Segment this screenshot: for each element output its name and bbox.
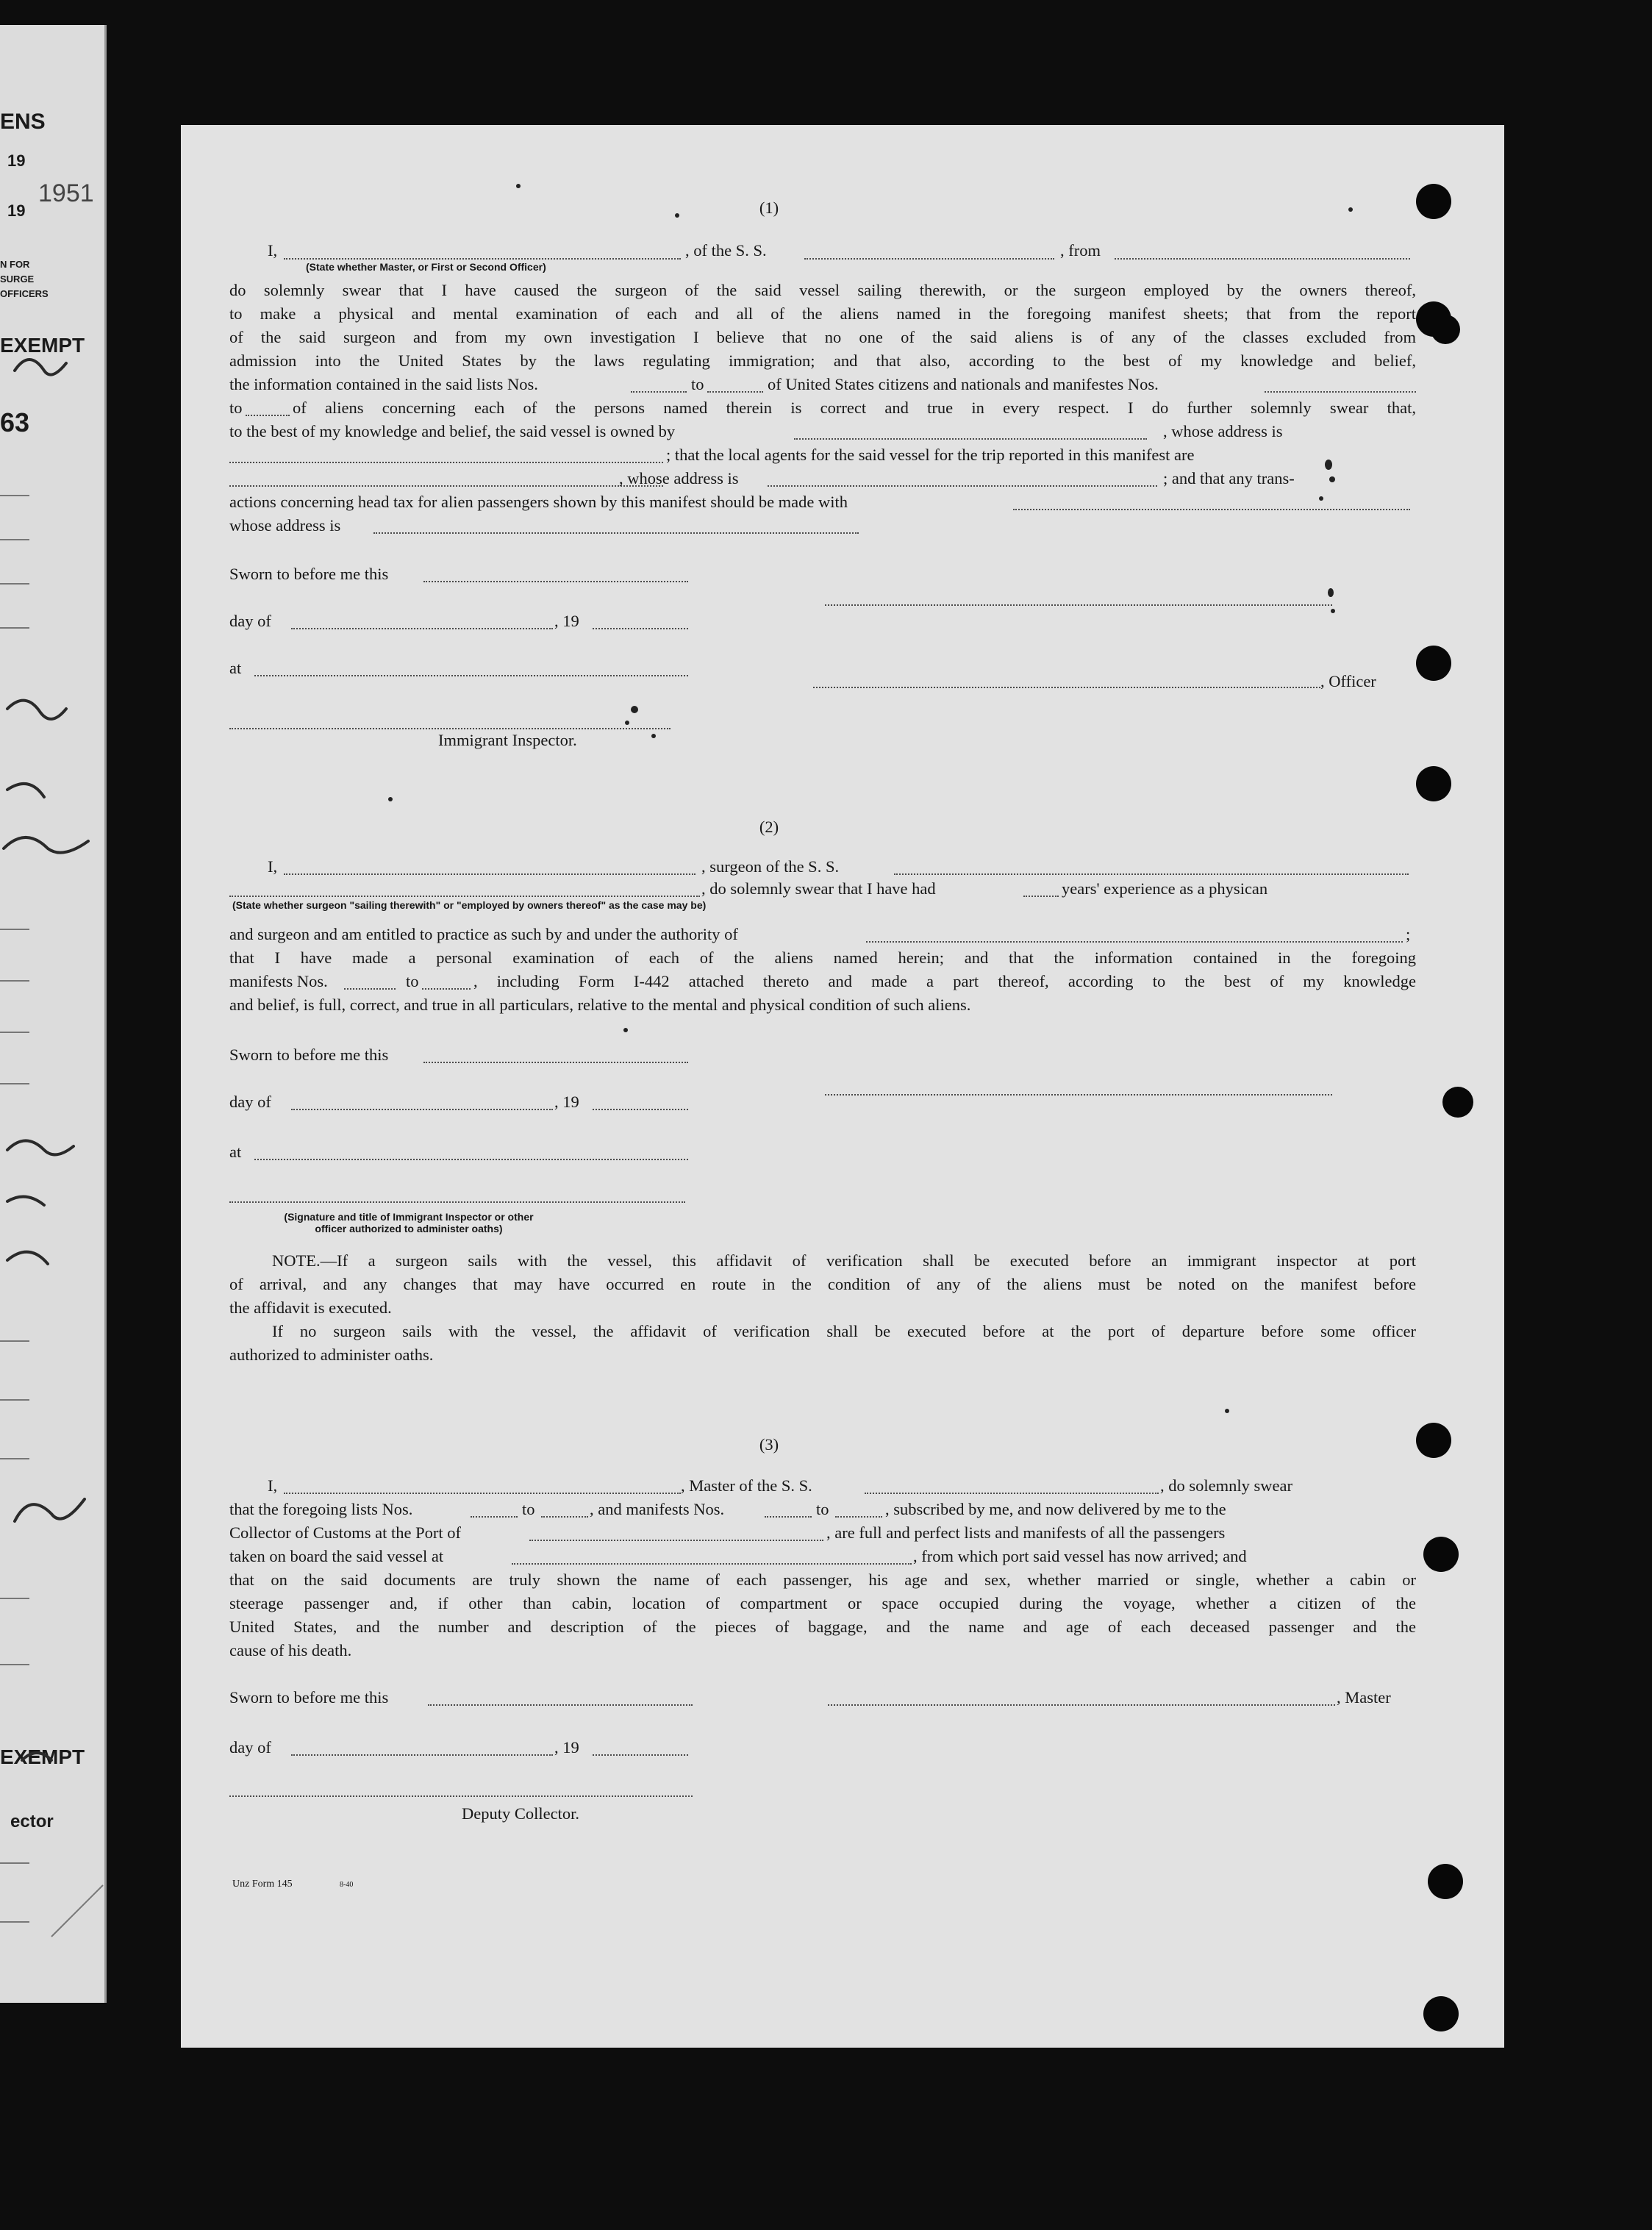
section-1-number: (1)	[759, 199, 779, 217]
s2-year: , 19	[554, 1093, 579, 1111]
s1-manifests-from-field[interactable]	[1265, 391, 1416, 393]
s1-officer-sign-field[interactable]	[813, 687, 1320, 688]
strip-year-1: 19	[7, 151, 26, 170]
s3-day-of: day of	[229, 1738, 271, 1757]
s3-year-field[interactable]	[593, 1754, 688, 1756]
s1-line-8: ; that the local agents for the said vessel for the trip reported in this manifest are	[666, 446, 1195, 464]
s2-at: at	[229, 1143, 242, 1161]
s1-line-6b: of aliens concerning each of the persons named therein is correct and true in every respect. I do further solemnly swear that,	[293, 399, 1416, 417]
s1-line-7a: to the best of my knowledge and belief, the said vessel is owned by	[229, 422, 676, 440]
s1-line-1: do solemnly swear that I have caused the surgeon of the said vessel sailing therewith, or the surgeon employed by the owners thereof,	[229, 281, 1416, 299]
s2-surgeon-name-field[interactable]	[284, 873, 696, 875]
s3-line-1e: , subscribed by me, and now delivered by me to the	[885, 1500, 1226, 1518]
s3-sworn: Sworn to before me this	[229, 1688, 389, 1707]
s1-line-7b: , whose address is	[1163, 422, 1283, 440]
s3-swear: , do solemnly swear	[1160, 1476, 1292, 1495]
ink-speck	[675, 213, 679, 218]
s3-port-field[interactable]	[529, 1540, 823, 1541]
s1-agents-field[interactable]	[229, 485, 663, 487]
section-2-number: (2)	[759, 818, 779, 836]
s3-manifests-from-field[interactable]	[765, 1516, 812, 1518]
binder-hole	[1423, 1537, 1459, 1572]
s1-year: , 19	[554, 612, 579, 630]
strip-year-stamp: 1951	[38, 179, 94, 207]
s1-lists-from-field[interactable]	[631, 391, 687, 393]
s2-signature-field[interactable]	[825, 1094, 1332, 1096]
ink-speck	[1319, 496, 1323, 501]
s3-deputy: Deputy Collector.	[462, 1804, 579, 1823]
s3-line-1a: that the foregoing lists Nos.	[229, 1500, 413, 1518]
s2-day-of: day of	[229, 1093, 271, 1111]
note-line-4: If no surgeon sails with the vessel, the affidavit of verification shall be executed before at the port of departure before some officer	[272, 1322, 1416, 1340]
binder-hole	[1416, 646, 1451, 681]
ink-speck	[1348, 207, 1353, 212]
note-line-5: authorized to administer oaths.	[229, 1345, 434, 1364]
s1-manifests-to-field[interactable]	[246, 415, 290, 416]
s2-surgeon-note: (State whether surgeon "sailing therewith" or "employed by owners thereof" as the case may be)	[232, 899, 707, 911]
s3-deputy-sign-field[interactable]	[229, 1795, 693, 1797]
s3-line-3b: , from which port said vessel has now arrived; and	[913, 1547, 1247, 1565]
s1-line-11: whose address is	[229, 516, 341, 535]
s1-line-10: actions concerning head tax for alien passengers shown by this manifest should be made with	[229, 493, 848, 511]
ink-speck	[651, 734, 656, 738]
s1-line-2: to make a physical and mental examination of each and all of the aliens named in the foregoing manifest sheets; that from the report	[229, 304, 1416, 323]
s1-owner-field[interactable]	[794, 438, 1147, 440]
s3-day-field[interactable]	[291, 1754, 553, 1756]
manifest-form-page	[181, 125, 1504, 2048]
strip-number: 63	[0, 407, 30, 437]
binder-hole	[1428, 1864, 1463, 1899]
s1-head-tax-address-field[interactable]	[373, 532, 859, 534]
ink-speck	[1329, 476, 1335, 482]
ink-speck	[1331, 609, 1335, 613]
s1-of-ss: , of the S. S.	[685, 241, 767, 260]
s3-line-6: United States, and the number and description of the pieces of baggage, and the name and age of each deceased passenger and the	[229, 1618, 1416, 1636]
form-date: 8-40	[340, 1881, 354, 1889]
s3-line-5: steerage passenger and, if other than cabin, location of compartment or space occupied during the voyage, whether a citizen of the	[229, 1594, 1416, 1612]
ink-speck	[388, 797, 393, 801]
s2-line-4: and belief, is full, correct, and true in all particulars, relative to the mental and physical condition of such aliens.	[229, 996, 971, 1014]
strip-year-2: 19	[7, 201, 26, 220]
s1-at: at	[229, 659, 242, 677]
s2-line-2: that I have made a personal examination of each of the aliens named herein; and that the information contained in the foregoing	[229, 948, 1416, 967]
s3-sworn-field[interactable]	[428, 1704, 693, 1706]
note-line-3: the affidavit is executed.	[229, 1298, 392, 1317]
s3-line-1b: to	[522, 1500, 535, 1518]
strip-exempt-2: EXEMPT	[0, 1745, 85, 1768]
s1-inspector-sign-field[interactable]	[229, 728, 671, 729]
ink-speck	[1225, 1409, 1229, 1413]
strip-word-bottom: ector	[10, 1812, 54, 1831]
s3-line-1d: to	[816, 1500, 829, 1518]
s1-vessel-name-field[interactable]	[804, 258, 1054, 260]
s2-sig-note-2: officer authorized to administer oaths)	[315, 1223, 503, 1234]
s1-officer-note: (State whether Master, or First or Second Officer)	[306, 261, 546, 273]
form-number: Unz Form 145	[232, 1879, 293, 1890]
s1-from: , from	[1060, 241, 1101, 260]
s3-vessel-field[interactable]	[865, 1493, 1159, 1494]
s3-line-2b: , are full and perfect lists and manifests of all the passengers	[826, 1523, 1226, 1542]
s3-master-of: , Master of the S. S.	[681, 1476, 812, 1495]
ink-speck	[631, 706, 638, 713]
ink-speck	[1325, 460, 1332, 470]
s3-i-label: I,	[268, 1476, 278, 1495]
s1-line-5c: of United States citizens and nationals and manifestes Nos.	[768, 375, 1159, 393]
adjacent-page-strip	[0, 25, 107, 2003]
ink-speck	[516, 184, 521, 188]
s3-line-4: that on the said documents are truly shown the name of each passenger, his age and sex, whether married or single, whether a cabin or	[229, 1570, 1416, 1589]
s2-swear-b: years' experience as a physican	[1062, 879, 1268, 898]
ink-speck	[623, 1028, 628, 1032]
binder-hole	[1423, 1996, 1459, 2031]
s1-year-field[interactable]	[593, 628, 688, 629]
s2-surgeon-status-field[interactable]	[229, 896, 700, 897]
s1-line-4: admission into the United States by the laws regulating immigration; and that also, according to the best of my knowledge and belief,	[229, 351, 1416, 370]
s3-master-name-field[interactable]	[284, 1493, 681, 1494]
s1-day-of: day of	[229, 612, 271, 630]
s1-line-6a: to	[229, 399, 243, 417]
s2-line-3c: , including Form I-442 attached thereto and made a part thereof, according to the best of my knowledge	[473, 972, 1416, 990]
s3-line-1c: , and manifests Nos.	[590, 1500, 725, 1518]
section-3-number: (3)	[759, 1435, 779, 1454]
binder-hole	[1442, 1087, 1473, 1118]
s2-semicolon: ;	[1406, 925, 1411, 943]
s1-officer: , Officer	[1320, 672, 1376, 690]
note-line-1: NOTE.—If a surgeon sails with the vessel, this affidavit of verification shall be executed before an immigrant inspector at port	[272, 1251, 1416, 1270]
s2-sig-note-1: (Signature and title of Immigrant Inspector or other	[284, 1211, 534, 1223]
s2-i-label: I,	[268, 857, 278, 876]
binder-hole	[1416, 766, 1451, 801]
s1-officer-name-field[interactable]	[284, 258, 681, 260]
s3-line-7: cause of his death.	[229, 1641, 352, 1659]
s1-inspector: Immigrant Inspector.	[438, 731, 577, 749]
s1-line-9a: , whose address is	[619, 469, 739, 487]
s1-signature-field[interactable]	[825, 604, 1332, 606]
strip-note-3: OFFICERS	[0, 288, 49, 299]
ink-speck	[1328, 588, 1334, 597]
binder-hole	[1431, 315, 1460, 344]
strip-note-2: SURGE	[0, 274, 35, 285]
s2-sworn: Sworn to before me this	[229, 1046, 389, 1064]
s3-lists-from-field[interactable]	[471, 1516, 518, 1518]
s1-i-label: I,	[268, 241, 278, 260]
s3-master: , Master	[1337, 1688, 1391, 1707]
s3-boarding-port-field[interactable]	[512, 1563, 912, 1565]
s3-line-2a: Collector of Customs at the Port of	[229, 1523, 461, 1542]
s2-manifests-from-field[interactable]	[344, 988, 396, 990]
strip-note-1: N FOR	[0, 259, 30, 270]
s3-line-3a: taken on board the said vessel at	[229, 1547, 444, 1565]
s2-years-field[interactable]	[1023, 896, 1059, 897]
s1-agents-address-field[interactable]	[768, 485, 1157, 487]
s1-sworn: Sworn to before me this	[229, 565, 389, 583]
s1-line-5b: to	[691, 375, 704, 393]
s1-line-3: of the said surgeon and from my own investigation I believe that no one of the said aliens is of any of the classes excluded from	[229, 328, 1416, 346]
s2-authority-field[interactable]	[866, 941, 1403, 943]
s1-owner-address-field[interactable]	[229, 462, 663, 463]
s1-lists-to-field[interactable]	[707, 391, 763, 393]
s1-head-tax-field[interactable]	[1013, 509, 1410, 510]
s2-day-field[interactable]	[291, 1109, 553, 1110]
s2-inspector-sign-field[interactable]	[229, 1201, 685, 1203]
s2-year-field[interactable]	[593, 1109, 688, 1110]
binder-hole	[1416, 1423, 1451, 1458]
s2-line-3a: manifests Nos.	[229, 972, 328, 990]
s1-line-9b: ; and that any trans-	[1163, 469, 1295, 487]
s2-line-3b: to	[406, 972, 419, 990]
s2-at-field[interactable]	[254, 1159, 688, 1160]
strip-handwriting	[0, 25, 104, 2003]
ink-speck	[625, 721, 629, 725]
note-line-2: of arrival, and any changes that may have occurred en route in the condition of any of the aliens must be noted on the manifest before	[229, 1275, 1416, 1293]
s2-manifests-to-field[interactable]	[422, 988, 471, 990]
s2-sworn-field[interactable]	[423, 1062, 688, 1063]
s3-manifests-to-field[interactable]	[835, 1516, 882, 1518]
s1-line-5a: the information contained in the said lists Nos.	[229, 375, 538, 393]
s1-day-field[interactable]	[291, 628, 553, 629]
s3-master-sign-field[interactable]	[828, 1704, 1335, 1706]
s2-vessel-field[interactable]	[894, 873, 1409, 875]
s2-swear-a: , do solemnly swear that I have had	[701, 879, 936, 898]
strip-exempt-1: EXEMPT	[0, 334, 85, 357]
s1-at-field[interactable]	[254, 675, 688, 676]
s2-line-1: and surgeon and am entitled to practice as such by and under the authority of	[229, 925, 738, 943]
s1-from-port-field[interactable]	[1115, 258, 1410, 260]
strip-header: ENS	[0, 110, 46, 134]
s2-surgeon-of: , surgeon of the S. S.	[701, 857, 840, 876]
binder-hole	[1416, 184, 1451, 219]
s1-sworn-field[interactable]	[423, 581, 688, 582]
s3-year: , 19	[554, 1738, 579, 1757]
s3-lists-to-field[interactable]	[541, 1516, 588, 1518]
